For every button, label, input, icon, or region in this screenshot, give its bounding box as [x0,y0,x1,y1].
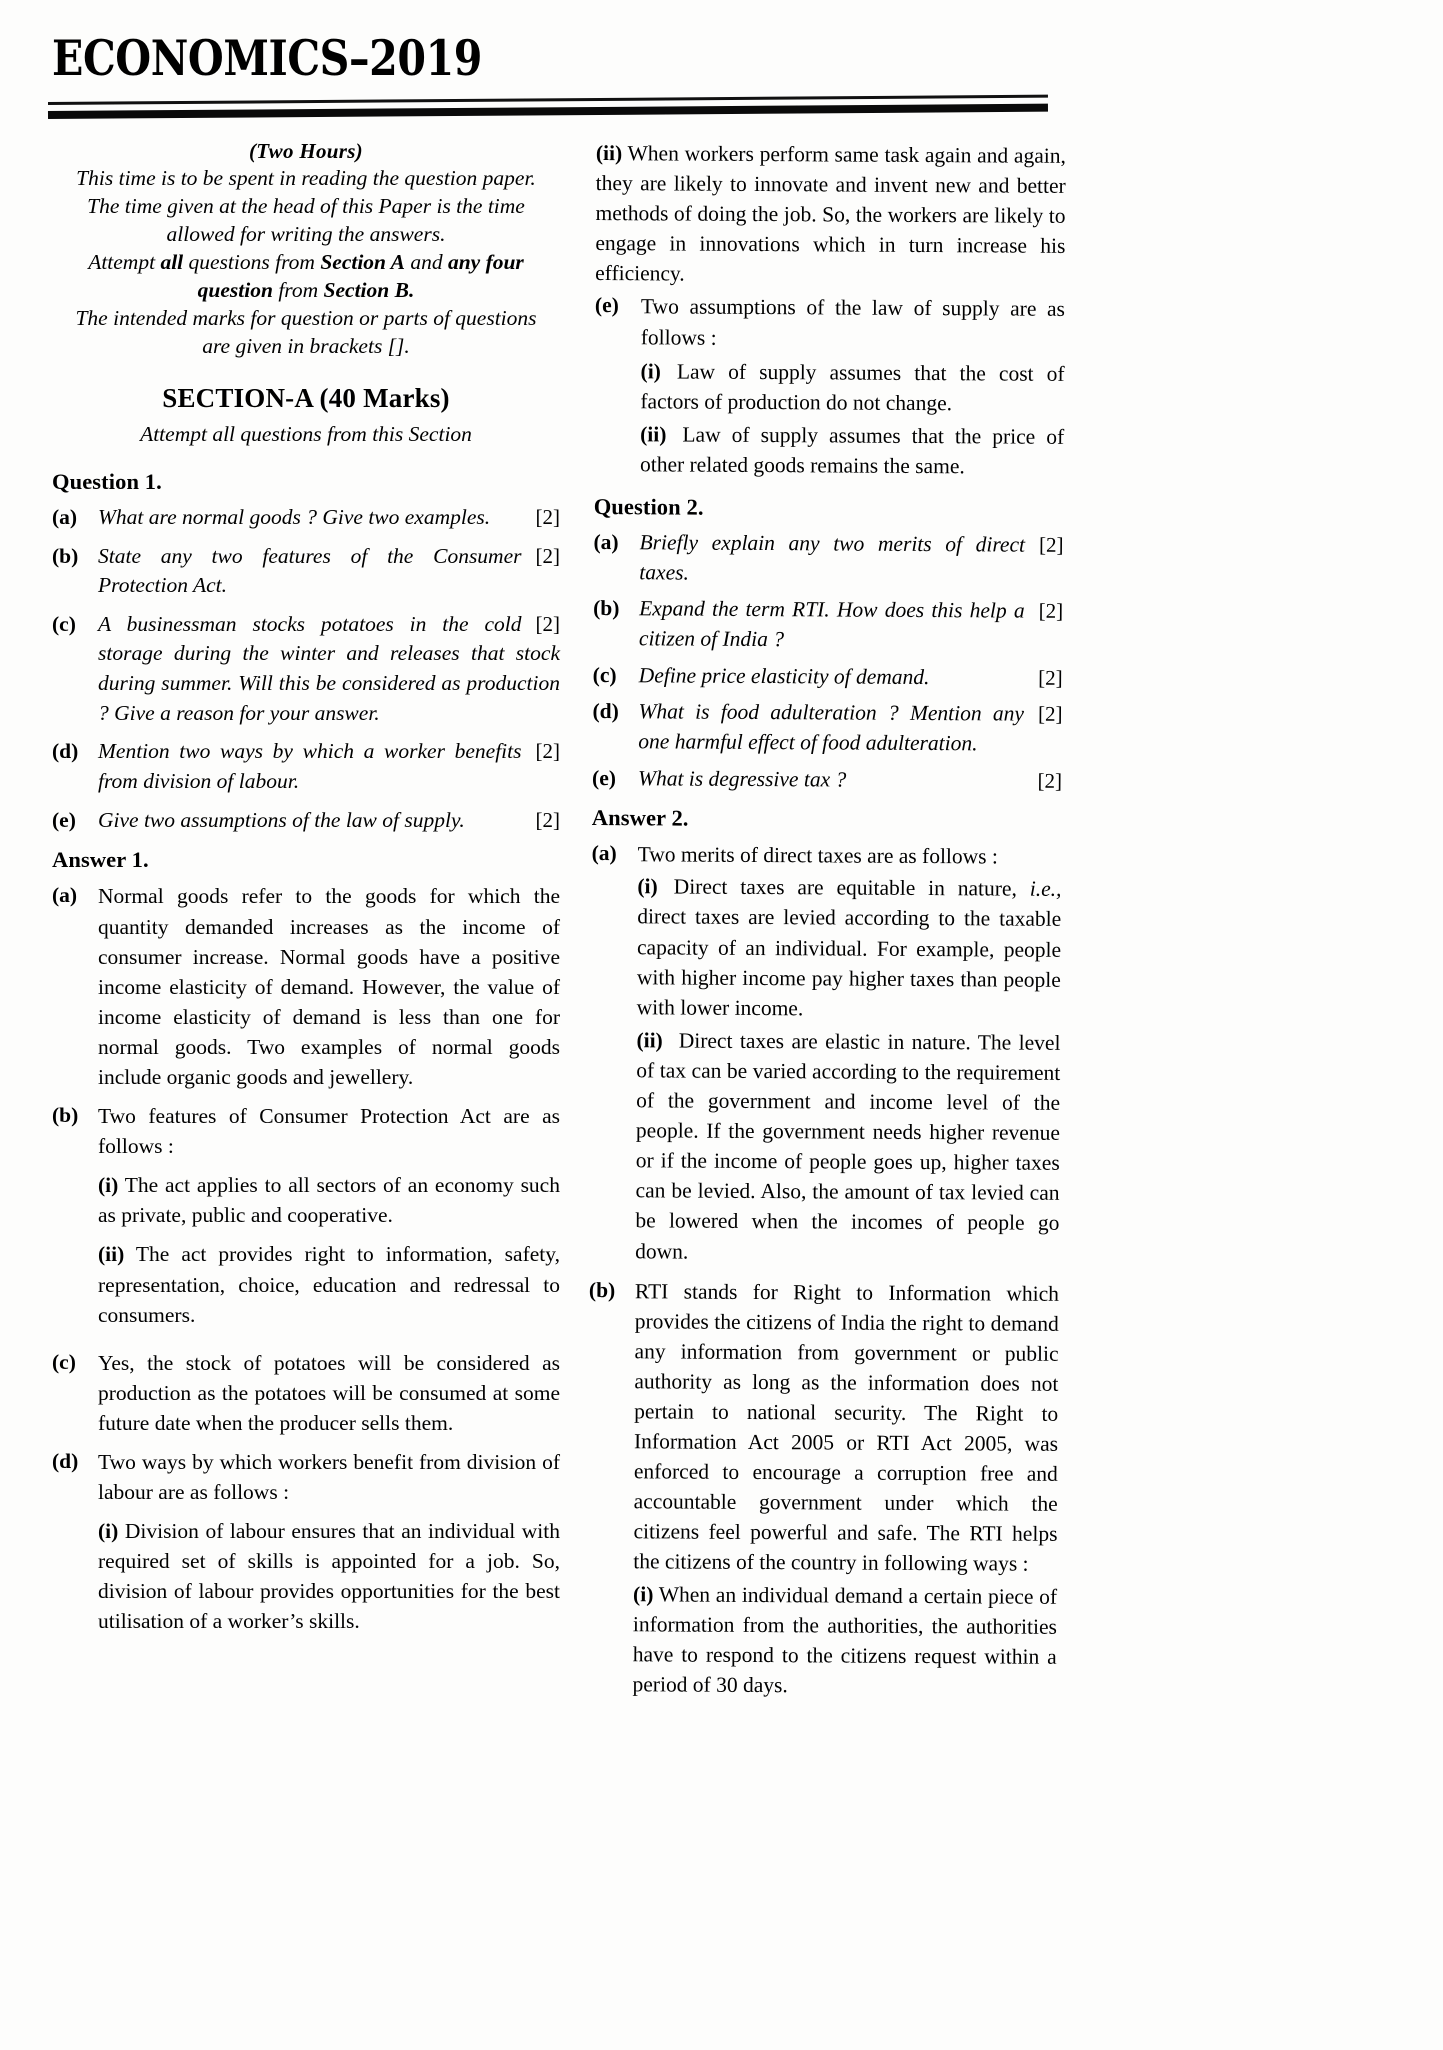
subitem-marker: (ii) [636,1028,663,1053]
answer-subitem [98,1516,560,1636]
question-1-heading: Question 1. [52,468,162,494]
item-text-wrap [638,698,1062,760]
right-column [586,138,1066,1712]
answer-item [589,839,1062,1271]
answer-paragraph: Normal goods refer to the goods for which the quantity demanded increases as the income of consumer increase. Normal goods have a positive income elasticity of demand. However, the value of income elasticity of demand is less than one for normal goods. Two examples of normal goods include organic goods and jewellery. [98,884,560,1089]
answer-item [586,1276,1059,1705]
subitem-marker: (i) [637,874,658,899]
item-marks: [2] [1038,532,1064,557]
subitem-marker: (i) [640,358,661,384]
question-2-heading: Question 2. [593,494,704,520]
answer-2-heading: Answer 2. [591,805,689,831]
subitem-marker: (i) [633,1581,654,1606]
answer-subitem [98,1239,560,1329]
item-marks: [2] [1038,665,1063,690]
question-item [593,661,1063,694]
item-label: (a) [52,883,78,908]
answer-subitem [635,1025,1060,1268]
attempt-bold-all: all [160,250,184,275]
item-text-wrap [638,764,1062,796]
item-text-wrap [639,661,1063,693]
subitem-text: When an individual demand a certain piece of information from the authorities, the authorities have to respond to the citizens request within a period of 30 days. [632,1581,1058,1698]
item-marks: [2] [1037,768,1063,793]
attempt-mid-2: and [404,250,448,275]
subitem-text: Law of supply assumes that the price of other related goods remains the same. [639,422,1065,479]
item-marks: [2] [535,739,560,764]
answer-item [52,1348,560,1438]
item-text: What is food adulteration ? Mention any one harmful effect of food adulteration. [638,699,1025,756]
item-label: (c) [592,662,617,687]
item-text: What are normal goods ? Give two examples. [98,504,491,529]
item-text-wrap [639,595,1063,657]
answer-paragraph: Yes, the stock of potatoes will be considered as production as the potatoes will be consumed at some future date when the producer sells them. [98,1350,560,1435]
item-label: (e) [594,293,619,318]
exam-duration: (Two Hours) [249,139,363,163]
attempt-pre: Attempt [88,250,161,275]
section-a-subheading: Attempt all questions from this Section [140,421,472,446]
answer-paragraph: Two assumptions of the law of supply are as follows : [640,294,1066,350]
subitem-text: Division of labour ensures that an individual with required set of skills is appointed for a job. So, division of labour provides opportunities for the best utilisation of a worker’s skills. [98,1519,560,1634]
item-text-wrap [98,1447,560,1646]
header-rule [48,100,1048,122]
answer-item [52,1101,560,1339]
subitem-text-pre: Direct taxes are elastic in nature. The level of tax can be varied according to the requirement of the government and income level of the people. If the government needs higher revenue or if the income of people goes up, higher taxes can be levied. Also, the amount of tax levied can be lowered when the incomes of people go down. [635,1028,1061,1264]
item-label: (b) [52,543,79,568]
attempt-mid: questions from [183,250,321,275]
subitem-text-post: direct taxes are levied according to the taxable capacity of an individual. For example, people with higher income pay higher taxes than people with lower income. [636,904,1062,1021]
item-marks: [2] [1038,599,1064,624]
item-label: (b) [588,1277,616,1302]
question-item [593,528,1063,590]
item-label: (e) [52,807,76,832]
answer-subitem [640,419,1064,482]
answer-paragraph: Two features of Consumer Protection Act are as follows : [98,1104,560,1159]
subitem-marker: (i) [98,1519,119,1544]
answer-1-heading: Answer 1. [52,847,149,873]
item-text: State any two features of the Consumer Protection Act. [98,543,522,598]
instruction-line-3: allowed for writing the answers. [166,222,446,247]
answer-item [594,291,1065,484]
header-rule-thick [48,104,1048,119]
item-label: (e) [592,765,617,790]
answer-item [52,1447,560,1646]
instruction-attempt-line-2 [52,277,560,305]
answer-subitem [640,356,1064,419]
answer-subitem [98,1170,560,1230]
item-text: Define price elasticity of demand. [638,662,930,689]
subitem-text-pre: Direct taxes are equitable in nature, [673,874,1030,902]
question-item [52,737,560,796]
item-text-wrap [632,1276,1059,1705]
item-text: Give two assumptions of the law of supply. [98,807,465,832]
subitem-text: The act applies to all sectors of an economy such as private, public and cooperative. [98,1173,560,1228]
subitem-text-italic: i.e., [1029,877,1062,902]
item-marks: [2] [535,611,560,636]
answer-subitem [632,1579,1057,1702]
question-item [52,610,560,729]
instruction-line-2: The time given at the head of this Paper is the time [87,194,525,219]
question-item [52,806,560,836]
item-label: (b) [593,596,620,621]
attempt-bold-any-four: any four [447,250,524,275]
item-text-wrap [639,528,1063,590]
item-text: Mention two ways by which a worker benefits from division of labour. [98,739,522,794]
subitem-text: When workers perform same task again and again, they are likely to innovate and invent new and better methods of doing the job. So, the workers are likely to engage in innovations which in turn increase his efficiency. [595,141,1066,286]
marks-note-line-2: are given in brackets []. [202,333,410,358]
question-item [52,503,560,533]
question-item [592,764,1062,797]
item-text-wrap [98,610,560,729]
item-text-wrap [98,503,560,533]
answer-paragraph: Two merits of direct taxes are as follows : [637,842,999,869]
item-label: (d) [52,739,79,764]
instruction-line-1: This time is to be spent in reading the question paper. [76,166,536,191]
item-text: A businessman stocks potatoes in the cold storage during the winter and releases that stock during summer. Will this be considered as production ? Give a reason for your answer. [98,611,560,725]
item-label: (c) [52,1349,76,1374]
section-a-heading: SECTION-A (40 Marks) [162,382,450,413]
subitem-marker: (ii) [640,422,667,447]
answer-paragraph: Two ways by which workers benefit from division of labour are as follows : [98,1450,560,1505]
item-text: What is degressive tax ? [638,765,847,792]
attempt-mid-3: from [272,278,324,303]
answer-item [52,881,560,1092]
item-marks: [2] [535,504,560,529]
answer-paragraph: RTI stands for Right to Information which provides the citizens of India the right to demand any information from government or public authority as long as the information does not pertain to national security. The Right to Information Act 2005 or RTI Act 2005, was enforced to encourage a corruption free and accountable government under which the citizens feel powerful and safe. The RTI helps the citizens of the country in following ways : [633,1278,1060,1577]
item-text: Briefly explain any two merits of direct taxes. [639,530,1026,585]
header-rule-thin [48,95,1048,105]
attempt-bold-section-b: Section B. [323,278,415,303]
title-block [52,29,1052,87]
instruction-attempt-line-1 [52,249,560,277]
subitem-text: Law of supply assumes that the cost of factors of production do not change. [640,359,1065,415]
item-text-wrap [98,542,560,601]
item-label: (c) [52,611,76,636]
continued-subitem-ii [595,138,1066,291]
item-text-wrap [98,881,560,1092]
left-column [52,138,560,1655]
item-text-wrap [98,806,560,836]
question-item [592,697,1062,759]
attempt-bold-section-a: Section A [320,250,405,275]
item-marks: [2] [535,807,560,832]
item-text-wrap [98,1348,560,1438]
item-marks: [2] [535,543,560,568]
subitem-marker: (ii) [595,140,623,166]
item-marks: [2] [1037,702,1063,727]
item-label: (a) [591,841,617,866]
question-item [52,542,560,601]
item-text-wrap [98,1101,560,1339]
answer-subitem [637,872,1062,1025]
item-label: (d) [52,1449,79,1474]
item-label: (a) [52,504,78,529]
question-item [593,594,1063,656]
marks-note-line-1: The intended marks for question or parts of questions [75,305,537,330]
subitem-text: The act provides right to information, safety, representation, choice, education and redressal to consumers. [98,1242,560,1327]
page-title: ECONOMICS–2019 [52,29,483,87]
item-text-wrap [640,292,1065,485]
item-text: Expand the term RTI. How does this help a citizen of India ? [638,596,1025,652]
subitem-marker: (i) [98,1173,119,1198]
exam-instructions [52,138,560,361]
item-text-wrap [635,840,1062,1272]
attempt-bold-question: question [197,278,273,303]
subitem-marker: (ii) [98,1242,125,1267]
item-label: (b) [52,1103,79,1128]
item-text-wrap [98,737,560,796]
item-label: (a) [593,530,619,555]
item-label: (d) [592,699,619,724]
